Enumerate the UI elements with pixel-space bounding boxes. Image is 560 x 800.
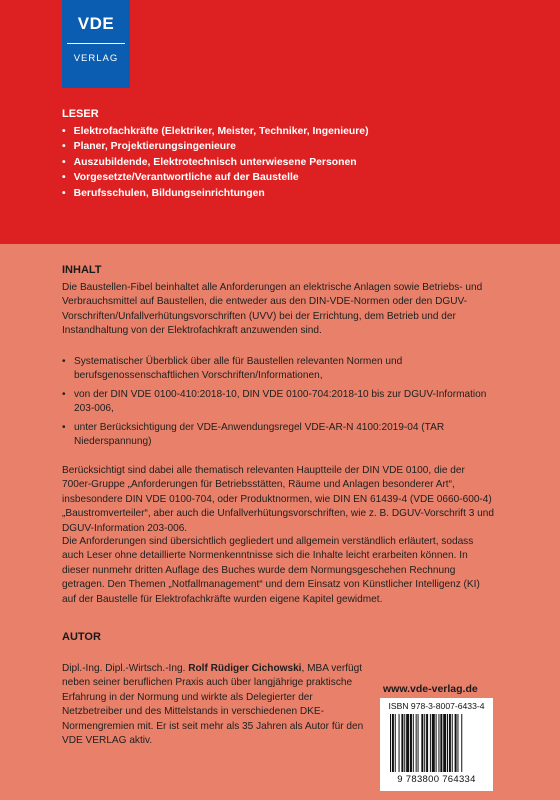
readers-item: • Vorgesetzte/Verantwortliche auf der Baustelle (62, 170, 369, 185)
author-heading: AUTOR (62, 631, 101, 643)
publisher-url[interactable]: www.vde-verlag.de (383, 683, 478, 695)
barcode-number: 9 783800 764334 (397, 774, 476, 785)
readers-list (62, 124, 369, 201)
vde-verlag-logo (62, 0, 130, 88)
readers-item: • Planer, Projektierungsingenieure (62, 139, 369, 154)
logo-brand: VDE (77, 14, 115, 33)
content-paragraph-2: Berücksichtigt sind dabei alle thematisch relevanten Hauptteile der DIN VDE 0100, die der 700er-Gruppe „Anforderungen für Betriebsstätten, Räume und Anlagen besonderer Art“, insbesondere DIN VDE 0100-704, oder Produktnormen, wie DIN EN 61439-4 (VDE 0660-600-4) „Baustromverteiler“, aber auch die Unfallverhütungsvorschriften, wie z. B. DGUV-Vorschrift 3 und DGUV-Information 203-006. (62, 465, 494, 534)
author-bio (62, 662, 364, 748)
barcode-bars (390, 714, 483, 772)
author-name: Rolf Rüdiger Cichowski (188, 663, 302, 674)
content-bullets (62, 355, 502, 453)
readers-heading: LESER (62, 108, 99, 120)
content-bullet: • Systematischer Überblick über alle für Baustellen relevanten Normen und berufsgenossenschaftlichen Vorschriften/Informationen, (62, 355, 502, 384)
logo-divider (67, 43, 125, 44)
isbn-label: ISBN 978-3-8007-6433-4 (388, 701, 485, 711)
author-bio-text: , MBA verfügt neben seiner beruflichen Praxis auch über langjährige praktische Erfahrung in der Normung und wirkte als Delegierter der Netzbetreiber und des Mittelstands in verschiedenen DKE-Normengremien mit. Er ist seit mehr als 35 Jahren als Autor für den VDE VERLAG aktiv. (62, 663, 364, 747)
readers-item: • Berufsschulen, Bildungseinrichtungen (62, 186, 369, 201)
isbn-barcode (380, 698, 493, 791)
content-heading: INHALT (62, 264, 102, 276)
content-intro: Die Baustellen-Fibel beinhaltet alle Anforderungen an elektrische Anlagen sowie Betriebs- und Verbrauchsmittel auf Baustellen, die entweder aus den DIN-VDE-Normen oder den DGUV-Vorschriften/Unfallverhütungsvorschriften (UVV) bei der Errichtung, dem Betrieb und der Instandhaltung von der Elektrofachkraft anzuwenden sind. (62, 282, 483, 337)
content-bullet: • unter Berücksichtigung der VDE-Anwendungsregel VDE-AR-N 4100:2019-04 (TAR Niederspannung) (62, 421, 502, 450)
readers-item: • Elektrofachkräfte (Elektriker, Meister, Techniker, Ingenieure) (62, 124, 369, 139)
author-prefix: Dipl.-Ing. Dipl.-Wirtsch.-Ing. (62, 663, 189, 674)
content-bullet: • von der DIN VDE 0100-410:2018-10, DIN VDE 0100-704:2018-10 bis zur DGUV-Information 203-006, (62, 388, 502, 417)
logo-sub: VERLAG (73, 53, 119, 64)
content-paragraph-3: Die Anforderungen sind übersichtlich gegliedert und allgemein verständlich erläutert, sodass auch Leser ohne detaillierte Normenkenntnisse sich die Inhalte leicht erarbeiten können. In dieser nunmehr dritten Auflage des Buches wurde dem Normungsgeschehen Rechnung getragen. Den Themen „Notfallmanagement“ und dem Einsatz von Künstlicher Intelligenz (KI) auf der Baustelle für Elektrofachkräfte wurden eigene Kapitel gewidmet. (62, 536, 480, 605)
readers-section (0, 0, 560, 244)
readers-item: • Auszubildende, Elektrotechnisch unterwiesene Personen (62, 155, 369, 170)
